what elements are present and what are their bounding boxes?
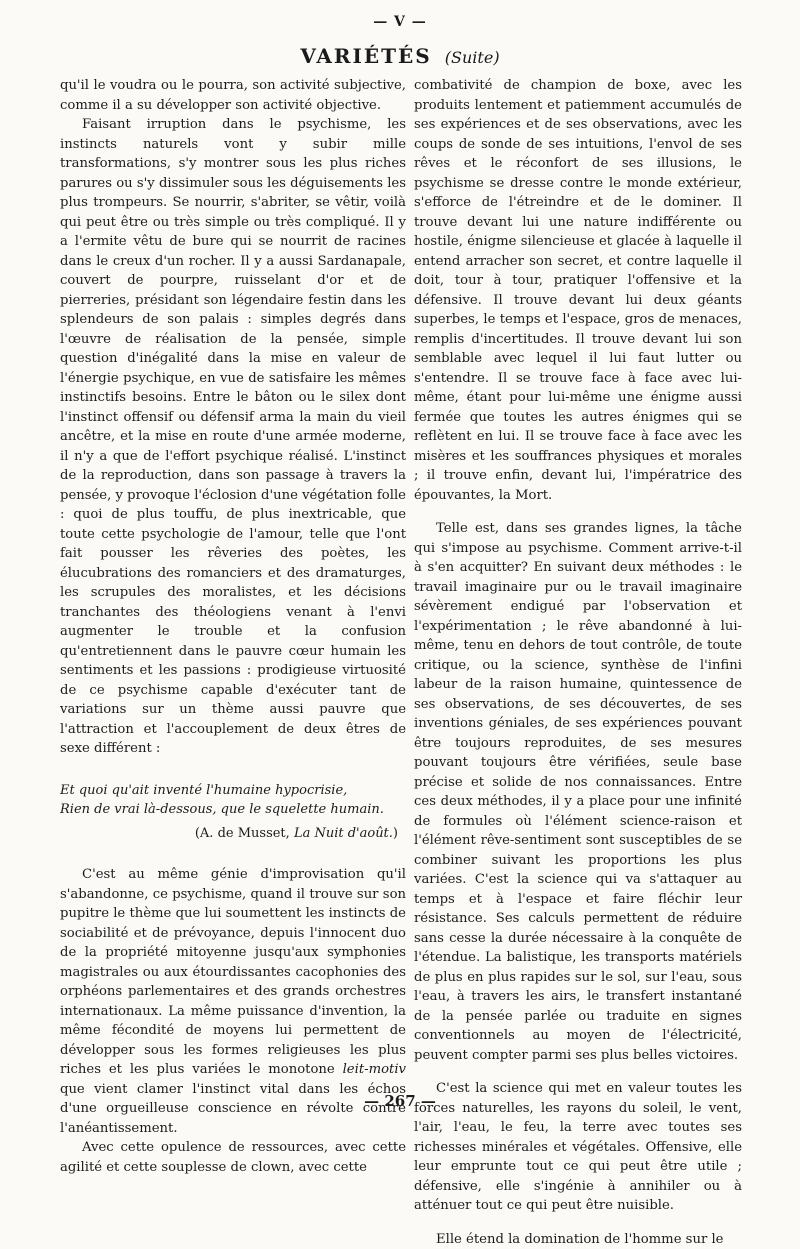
paragraph-text: C'est au même génie d'improvisation qu'il s'abandonne, ce psychisme, quand il trouve sur son pupitre le thème que lui soumettent les instincts de sociabilité et de prévoyance, depuis l'innocent duo de la propriété mitoyenne jusqu'aux symphonies magistrales ou aux étourdissantes cacophonies des orphéons parlementaires et des grands orchestres internationaux. La même puissance d'invention, la même fécondité de moyens lui permettent de développer sous les formes religieuses les plus riches et les plus variées le monotone: [60, 867, 406, 1077]
paragraph: combativité de champion de boxe, avec les produits lentement et patiemment accumulés de ses expériences et de ses observations, avec les coups de sonde de ses intuitions, l'envol de ses rêves et le réconfort de ses illusions, le psychisme se dresse contre le monde extérieur, s'efforce de l'étreindre et de le dominer. Il trouve devant lui une nature indifférente ou hostile, énigme silencieuse et glacée à laquelle il entend arracher son secret, et contre laquelle il doit, tour à tour, pratiquer l'offensive et la défensive. Il trouve devant lui deux géants superbes, le temps et l'espace, gros de menaces, remplis d'incertitudes. Il trouve devant lui son semblable avec lequel il lui faut lutter ou s'entendre. Il se trouve face à face avec lui-même, étant pour lui-même une énigme aussi fermée que toutes les autres énigmes qui se reflètent en lui. Il se trouve face à face avec les misères et les souffrances physiques et morales ; il trouve enfin, devant lui, l'impératrice des épouvantes, la Mort.: [414, 76, 742, 505]
paragraph: qu'il le voudra ou le pourra, son activité subjective, comme il a su développer son activité objective.: [60, 76, 406, 115]
page-roman-numeral: — V —: [0, 14, 800, 30]
paragraph: Telle est, dans ses grandes lignes, la tâche qui s'impose au psychisme. Comment arrive-t-il à s'en acquitter? En suivant deux méthodes : le travail imaginaire pur ou le travail imaginaire sévèrement endigué par l'observation et l'expérimentation ; le rêve abandonné à lui-même, tenu en dehors de tout contrôle, de toute critique, ou la science, synthèse de l'infini labeur de la raison humaine, quintessence de ses observations, de ses découvertes, de ses inventions géniales, de ses expériences pouvant être toujours reproduites, de ses mesures pouvant toujours être vérifiées, seule base précise et solide de nos connaissances. Entre ces deux méthodes, il y a place pour une infinité de formules où l'élément science-raison et l'élément rêve-sentiment sont susceptibles de se combiner suivant les proportions les plus variées. C'est la science qui va s'attaquer au temps et à l'espace et faire fléchir leur résistance. Ses calculs permettent de réduire sans cesse la durée nécessaire à la conquête de l'étendue. La balistique, les transports matériels de plus en plus rapides sur le sol, sur l'eau, sous l'eau, à travers les airs, le transfert instantané de la pensée parlée ou traduite en signes conventionnels au moyen de l'électricité, peuvent compter parmi ses plus belles victoires.: [414, 519, 742, 1065]
quote-attribution: [60, 824, 406, 844]
right-column: [414, 76, 742, 1249]
paragraph: Avec cette opulence de ressources, avec cette agilité et cette souplesse de clown, avec cette: [60, 1138, 406, 1177]
attribution-work-title: La Nuit d'août.: [294, 826, 393, 841]
poem-quote: [60, 781, 406, 820]
paragraph-text: que vient clamer l'instinct vital dans les échos d'une orgueilleuse conscience en révolte contre l'anéantissement.: [60, 1082, 406, 1136]
page-number: — 267 —: [0, 1092, 800, 1110]
paragraph-italic-term: leit-motiv: [343, 1062, 406, 1077]
paragraph: Elle étend la domination de l'homme sur le: [414, 1230, 742, 1249]
section-heading: [0, 44, 800, 68]
left-column: [60, 76, 406, 1177]
poem-line: Et quoi qu'ait inventé l'humaine hypocrisie,: [60, 781, 406, 801]
paragraph: Faisant irruption dans le psychisme, les instincts naturels vont y subir mille transformations, s'y montrer sous les plus riches parures ou s'y dissimuler sous les déguisements les plus trompeurs. Se nourrir, s'abriter, se vêtir, voilà qui peut être ou très simple ou très compliqué. Il y a l'ermite vêtu de bure qui se nourrit de racines dans le creux d'un rocher. Il y a aussi Sardanapale, couvert de pourpre, ruisselant d'or et de pierreries, présidant son légendaire festin dans les splendeurs de son palais : simples degrés dans l'œuvre de réalisation de la pensée, simple question d'inégalité dans la mise en valeur de l'énergie psychique, en vue de satisfaire les mêmes instinctifs besoins. Entre le bâton ou le silex dont l'instinct offensif ou défensif arma la main du vieil ancêtre, et la mise en route d'une armée moderne, il n'y a que de l'effort psychique réalisé. L'instinct de la reproduction, dans son passage à travers la pensée, y provoque l'éclosion d'une végétation folle : quoi de plus touffu, de plus inextricable, que toute cette psychologie de l'amour, telle que l'ont fait pousser les rêveries des poètes, les élucubrations des romanciers et des dramaturges, les scrupules des moralistes, et les décisions tranchantes des théologiens venant à l'envi augmenter le trouble et la confusion qu'entretiennent dans le pauvre cœur humain les sentiments et les passions : prodigieuse virtuosité de ce psychisme capable d'exécuter tant de variations sur un thème aussi pauvre que l'attraction et l'accouplement de deux êtres de sexe différent :: [60, 115, 406, 759]
section-subtitle: (Suite): [445, 48, 500, 67]
poem-line: Rien de vrai là-dessous, que le squelette humain.: [60, 800, 406, 820]
paragraph: C'est la science qui met en valeur toutes les forces naturelles, les rayons du soleil, le vent, l'air, l'eau, le feu, la terre avec toutes ses richesses minérales et végétales. Offensive, elle leur emprunte tout ce qui peut être utile ; défensive, elle s'ingénie à annihiler ou à atténuer tout ce qui peut être nuisible.: [414, 1079, 742, 1216]
section-title: VARIÉTÉS: [300, 44, 431, 68]
attribution-prefix: (A. de Musset,: [195, 826, 294, 841]
attribution-suffix: ): [393, 826, 398, 841]
